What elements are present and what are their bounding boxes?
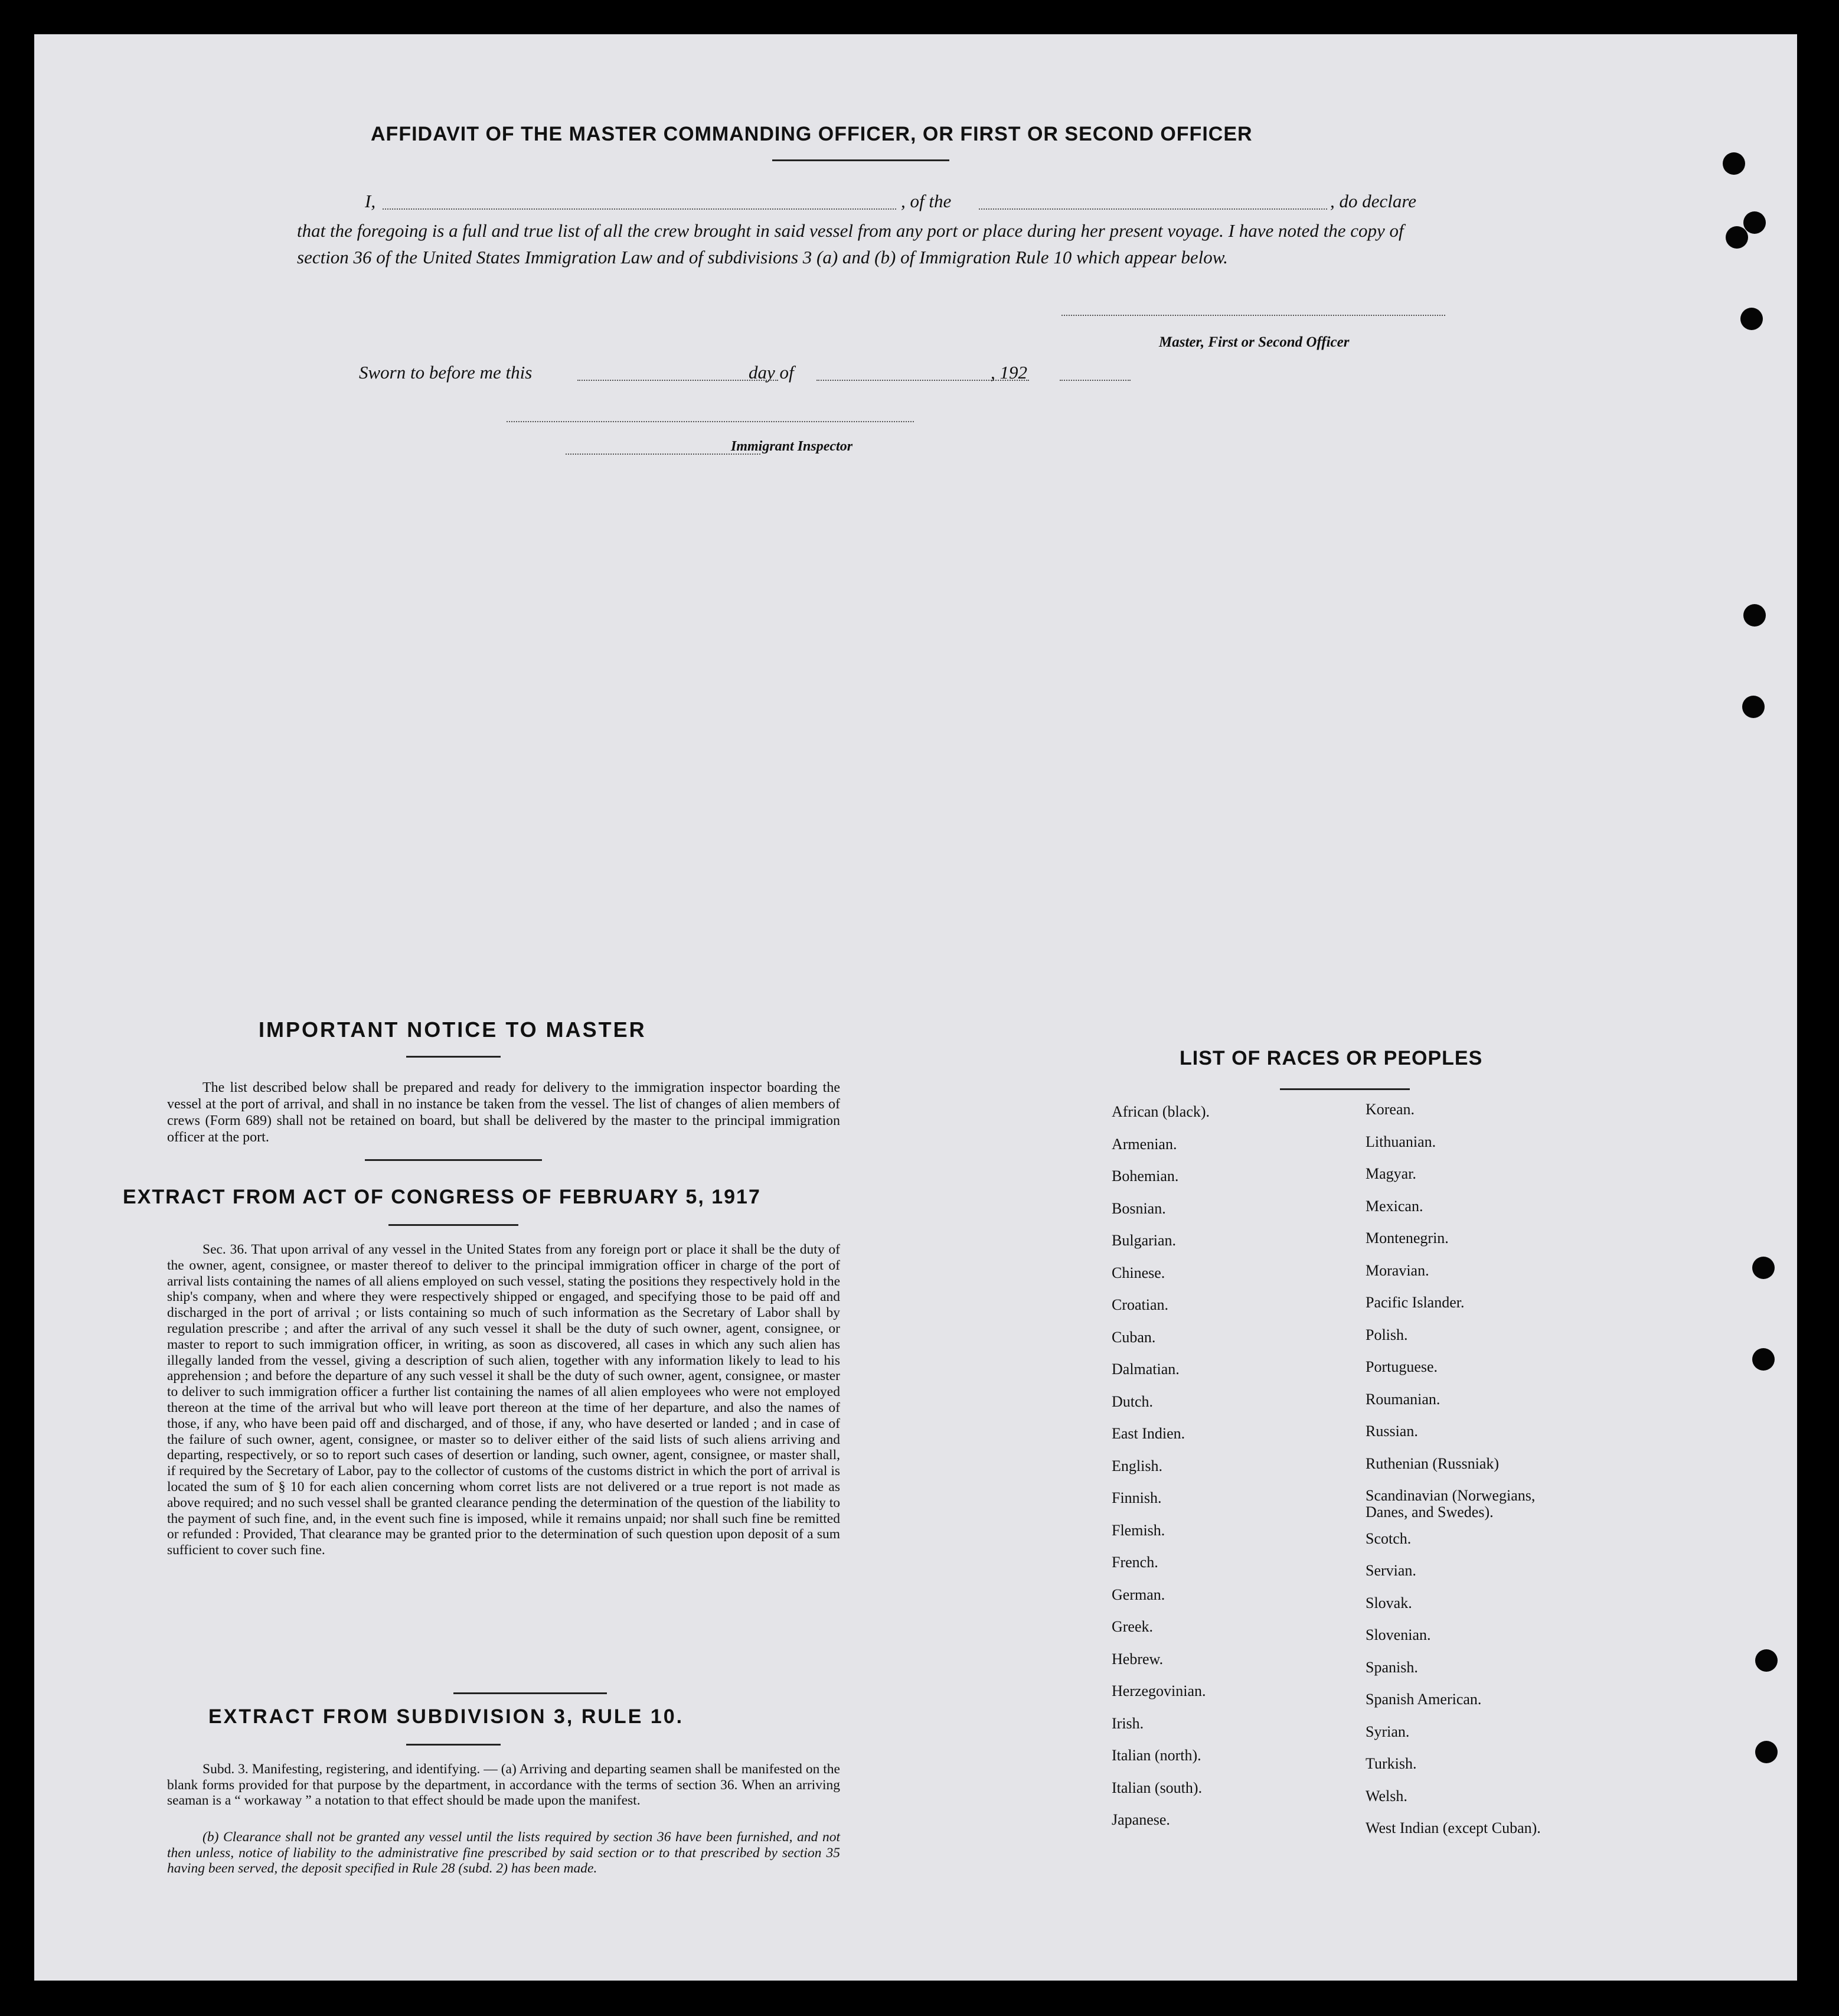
race-item: Finnish. [1112,1489,1162,1506]
race-item: Herzegovinian. [1112,1682,1206,1699]
affidavit-title-rule [772,159,949,161]
race-item: Servian. [1366,1562,1416,1579]
race-item: Armenian. [1112,1135,1177,1153]
race-item: Roumanian. [1366,1390,1441,1408]
punch-hole [1723,152,1745,175]
sworn-year-line[interactable] [1060,380,1131,381]
year-prefix: , 192 [991,362,1027,383]
race-item: Bosnian. [1112,1199,1166,1217]
document-page [34,34,1797,1981]
race-item: Pacific Islander. [1366,1294,1465,1311]
day-of-label: day of [749,362,794,383]
master-signature-line[interactable] [1061,315,1445,316]
race-item: Chinese. [1112,1264,1165,1281]
extract-act-top-rule [365,1159,542,1161]
punch-hole [1742,696,1765,718]
extract-act-title-rule [388,1224,518,1226]
affidavit-name-line[interactable] [383,208,896,210]
inspector-line-top[interactable] [507,421,914,422]
race-item: Bulgarian. [1112,1232,1177,1249]
race-item: Cuban. [1112,1328,1156,1346]
affidavit-body: that the foregoing is a full and true list of all the crew brought in said vessel from any port or place during her present voyage. I have noted the copy of section 36 of the United States Immigration Law and of subdivisions 3 (a) and (b) of Immigration Rule 10 which appear below. [297,220,1404,268]
extract-rule-top-rule [453,1692,607,1694]
race-item: Ruthenian (Russniak) [1366,1454,1500,1472]
notice-title-rule [406,1056,501,1058]
punch-hole [1752,1257,1775,1279]
race-item: Scotch. [1366,1529,1412,1547]
race-item: Portuguese. [1366,1358,1438,1375]
affidavit-vessel-line[interactable] [979,208,1327,210]
race-item: Lithuanian. [1366,1133,1436,1150]
extract-rule-para-b: (b) Clearance shall not be granted any vessel until the lists required by section 36 have been furnished, and not then unless, notice of liability to the administrative fine prescribed by said section or to that prescribed by section 35 having been served, the deposit specified in Rule 28 (subd. 2) has been made. [167,1829,840,1876]
extract-act-body: Sec. 36. That upon arrival of any vessel in the United States from any foreign port or place it shall be the duty of the owner, agent, consignee, or master thereof to deliver to the principal immigration officer in charge of the port of arrival lists containing the names of all aliens employed on such vessel, stating the positions they respectively hold in the ship's company, when and where they were respectively shipped or engaged, and specifying those to be paid off and discharged in the port of arrival ; or lists containing so much of such information as the Secretary of Labor shall by regulation prescribe ; and after the arrival of any such vessel it shall be the duty of such owner, agent, consignee, or master to report to such immigration officer, in writing, as soon as discovered, all cases in which any such alien has illegally landed from the vessel, giving a description of such alien, together with any information likely to lead to his apprehension ; and before the departure of any such vessel it shall be the duty of such owner, agent, consignee, or master to deliver to such immigration officer a further list containing the names of all alien employees who were not employed thereon at the time of the arrival but who will leave port thereon at the time of her departure, and also the names of those, if any, who have been paid off and discharged, and of those, if any, who have deserted or landed ; and in case of the failure of such owner, agent, consignee, or master so to deliver either of the said lists of such aliens arriving and departing, respectively, or so to report such cases of desertion or landing, such owner, agent, consignee, or master shall, if required by the Secretary of Labor, pay to the collector of customs of the customs district in which the port of arrival is located the sum of § 10 for each alien concerning whom corret lists are not delivered or a true report is not made as above required; and no such vessel shall be granted clearance pending the determination of the question of the liability to the payment of such fine, and, in the event such fine is imposed, while it remains unpaid; nor shall such fine be remitted or refunded : Provided, That clearance may be granted prior to the determination of such question upon deposit of a sum sufficient to cover such fine. [167,1242,840,1558]
race-item: English. [1112,1457,1162,1475]
race-item: Spanish American. [1366,1691,1482,1708]
race-item: Danes, and Swedes). [1366,1503,1494,1521]
race-item: Turkish. [1366,1755,1417,1772]
race-item: Montenegrin. [1366,1229,1449,1247]
race-item: German. [1112,1586,1165,1603]
affidavit-title: AFFIDAVIT OF THE MASTER COMMANDING OFFICER, OR FIRST OR SECOND OFFICER [371,123,1253,145]
race-item: Welsh. [1366,1787,1407,1805]
race-item: Bohemian. [1112,1167,1179,1185]
race-item: Greek. [1112,1618,1154,1635]
affidavit-declare-label: , do declare [1330,191,1417,211]
race-item: East Indien. [1112,1425,1185,1442]
affidavit-i-label: I, [365,191,376,211]
race-item: Spanish. [1366,1658,1418,1676]
race-item: French. [1112,1554,1158,1571]
punch-hole [1752,1348,1775,1371]
notice-title: IMPORTANT NOTICE TO MASTER [259,1017,646,1042]
affidavit-of-the-label: , of the [901,191,952,211]
punch-hole [1743,211,1766,234]
races-title-rule [1280,1088,1410,1090]
race-item: Croatian. [1112,1296,1169,1313]
race-item: Polish. [1366,1326,1408,1343]
race-item: Slovak. [1366,1594,1412,1612]
race-item: Korean. [1366,1101,1415,1118]
race-item: Slovenian. [1366,1626,1431,1643]
race-item: Magyar. [1366,1165,1416,1182]
punch-hole [1726,226,1748,249]
race-item: African (black). [1112,1103,1210,1120]
punch-hole [1755,1649,1778,1672]
race-item: Dalmatian. [1112,1361,1180,1378]
race-item: Irish. [1112,1714,1144,1732]
punch-hole [1743,604,1766,627]
race-item: West Indian (except Cuban). [1366,1819,1541,1836]
race-item: Dutch. [1112,1392,1154,1410]
punch-hole [1755,1741,1778,1763]
race-item: Moravian. [1366,1261,1429,1279]
race-item: Russian. [1366,1423,1418,1440]
extract-rule-title-rule [406,1744,501,1746]
extract-act-title: EXTRACT FROM ACT OF CONGRESS OF FEBRUARY 5, 1917 [123,1186,761,1208]
extract-rule-para-a: Subd. 3. Manifesting, registering, and identifying. — (a) Arriving and departing seamen shall be manifested on the blank forms provided for that purpose by the department, in accordance with the terms of section 36. When an arriving seaman is a “ workaway ” a notation to that effect should be made upon the manifest. [167,1761,840,1808]
sworn-label: Sworn to before me this [359,362,533,383]
race-item: Italian (north). [1112,1747,1201,1764]
race-item: Scandinavian (Norwegians, [1366,1487,1536,1504]
race-item: Flemish. [1112,1521,1165,1539]
punch-hole [1740,308,1763,330]
master-signature-label: Master, First or Second Officer [1159,334,1350,350]
race-item: Japanese. [1112,1811,1170,1828]
inspector-label: Immigrant Inspector [731,439,853,454]
race-item: Mexican. [1366,1197,1423,1215]
race-item: Italian (south). [1112,1779,1203,1796]
race-item: Syrian. [1366,1723,1410,1740]
sworn-day-line[interactable] [577,380,778,381]
extract-rule-title: EXTRACT FROM SUBDIVISION 3, RULE 10. [208,1705,684,1728]
notice-body: The list described below shall be prepared and ready for delivery to the immigration inspector boarding the vessel at the port of arrival, and shall in no instance be taken from the vessel. The list of changes of alien members of crews (Form 689) shall not be retained on board, but shall be delivered by the master to the principal immigration officer at the port. [167,1080,840,1145]
race-item: Hebrew. [1112,1650,1164,1668]
races-title: LIST OF RACES OR PEOPLES [1180,1047,1483,1069]
